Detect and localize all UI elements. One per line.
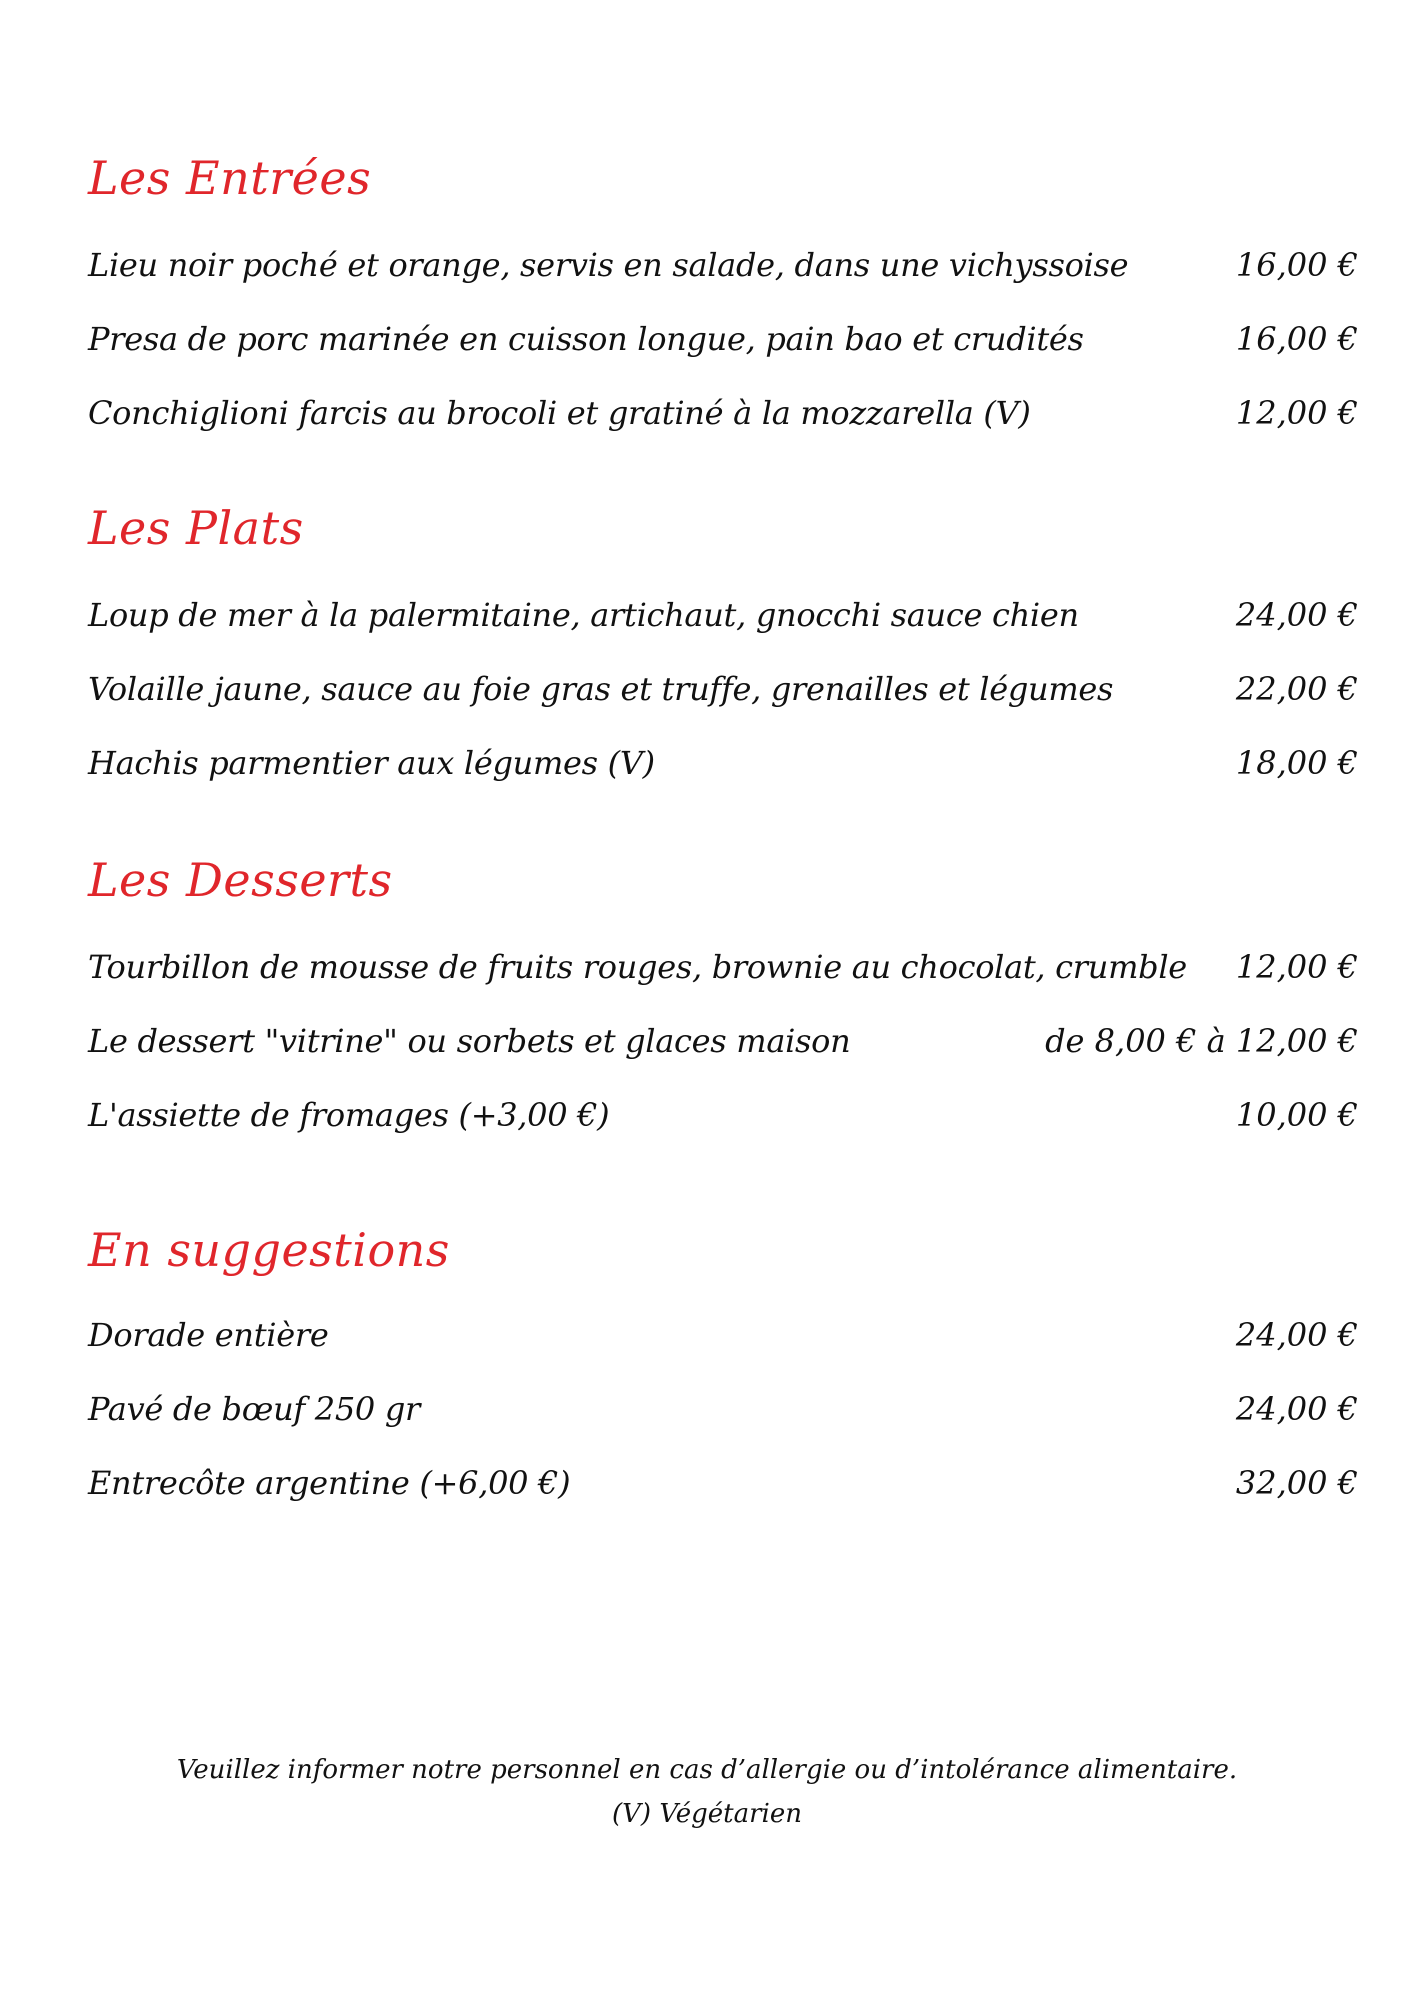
menu-item-price: 24,00 € — [1235, 1390, 1358, 1428]
menu-item-price: 12,00 € — [1235, 394, 1358, 432]
menu-item-price: 22,00 € — [1235, 670, 1358, 708]
menu-item-price: 12,00 € — [1235, 948, 1358, 986]
menu-item-name: Loup de mer à la palermitaine, artichaut, gnocchi sauce chien — [88, 596, 1079, 634]
menu-item-price: 24,00 € — [1235, 596, 1358, 634]
menu-item — [88, 738, 1358, 788]
menu-item-price: 18,00 € — [1235, 744, 1358, 782]
footer-note — [0, 1748, 1414, 1836]
vegetarian-legend: (V) Végétarien — [612, 1799, 802, 1829]
menu-item — [88, 1090, 1358, 1140]
menu-item-name: Tourbillon de mousse de fruits rouges, brownie au chocolat, crumble — [88, 948, 1187, 986]
menu-item-name: Conchiglioni farcis au brocoli et gratiné à la mozzarella (V) — [88, 394, 1031, 432]
menu-item — [88, 590, 1358, 640]
menu-item-price: 10,00 € — [1235, 1096, 1358, 1134]
section-title-plats: Les Plats — [88, 501, 304, 555]
menu-item-price: de 8,00 € à 12,00 € — [1045, 1022, 1358, 1060]
menu-item-name: Presa de porc marinée en cuisson longue, pain bao et crudités — [88, 320, 1084, 358]
menu-item — [88, 1016, 1358, 1066]
allergy-note: Veuillez informer notre personnel en cas d’allergie ou d’intolérance alimentaire. — [176, 1755, 1238, 1785]
menu-item — [88, 1458, 1358, 1508]
menu-item-name: Hachis parmentier aux légumes (V) — [88, 744, 655, 782]
menu-item-name: L'assiette de fromages (+3,00 €) — [88, 1096, 610, 1134]
menu-item-price: 16,00 € — [1235, 246, 1358, 284]
menu-item-price: 32,00 € — [1235, 1464, 1358, 1502]
menu-item — [88, 664, 1358, 714]
menu-item — [88, 1384, 1358, 1434]
section-title-desserts: Les Desserts — [88, 853, 393, 907]
menu-item-name: Lieu noir poché et orange, servis en salade, dans une vichyssoise — [88, 246, 1129, 284]
menu-item — [88, 942, 1358, 992]
menu-item-name: Entrecôte argentine (+6,00 €) — [88, 1464, 571, 1502]
menu-item-name: Dorade entière — [88, 1316, 329, 1354]
menu-item — [88, 1310, 1358, 1360]
section-title-suggestions: En suggestions — [88, 1223, 450, 1277]
menu-item — [88, 240, 1358, 290]
menu-item-name: Pavé de bœuf 250 gr — [88, 1390, 421, 1428]
menu-item — [88, 388, 1358, 438]
menu-item-price: 24,00 € — [1235, 1316, 1358, 1354]
menu-item-price: 16,00 € — [1235, 320, 1358, 358]
menu-item-name: Le dessert "vitrine" ou sorbets et glaces maison — [88, 1022, 851, 1060]
menu-item — [88, 314, 1358, 364]
menu-item-name: Volaille jaune, sauce au foie gras et truffe, grenailles et légumes — [88, 670, 1114, 708]
section-title-entrees: Les Entrées — [88, 151, 372, 205]
